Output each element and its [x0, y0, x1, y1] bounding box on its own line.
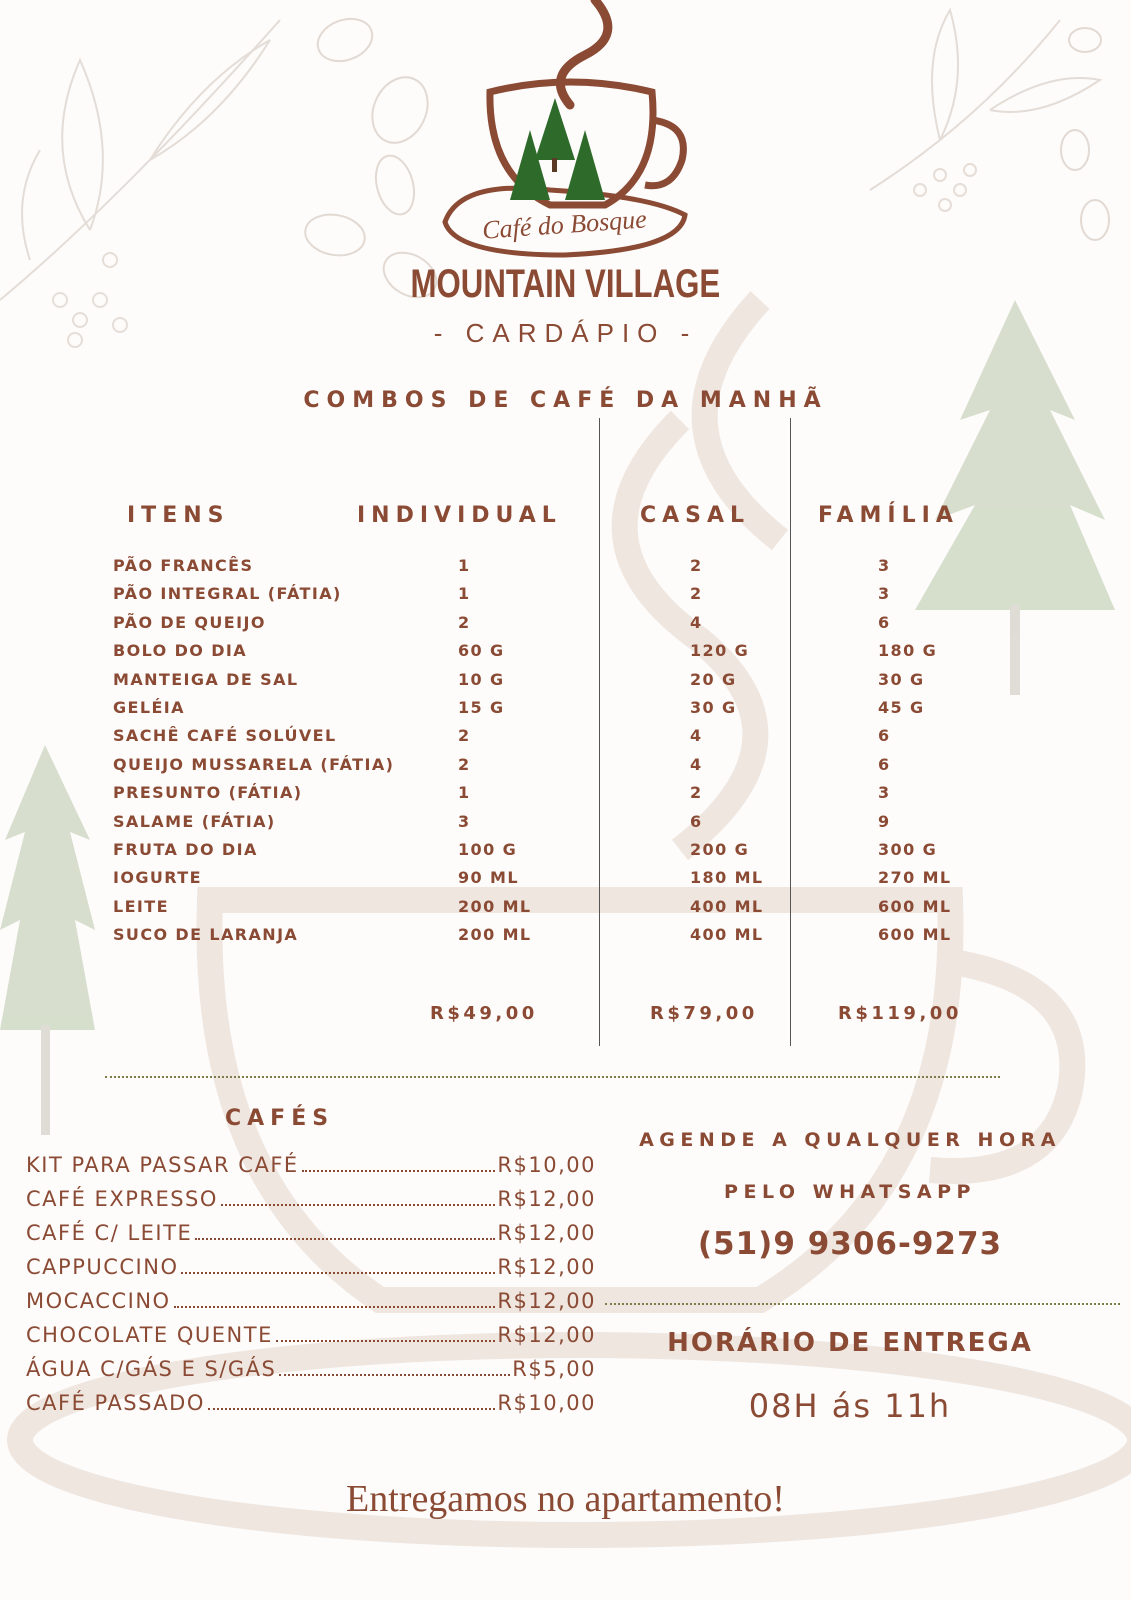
qty-individual: 1 — [458, 584, 471, 604]
header-items: ITENS — [127, 503, 230, 528]
qty-casal: 4 — [690, 754, 703, 774]
cafe-name: ÁGUA C/GÁS E S/GÁS — [26, 1357, 277, 1381]
qty-familia: 45 G — [878, 697, 925, 717]
qty-familia: 600 ML — [878, 925, 952, 945]
table-row — [0, 726, 1131, 754]
cafe-name: MOCACCINO — [26, 1289, 171, 1313]
table-row — [0, 868, 1131, 896]
list-item — [26, 1323, 596, 1357]
price-individual: R$49,00 — [430, 1003, 538, 1024]
delivery-title: HORÁRIO DE ENTREGA — [667, 1328, 1033, 1358]
qty-casal: 20 G — [690, 669, 737, 689]
qty-individual: 1 — [458, 783, 471, 803]
item-name: PRESUNTO (FÁTIA) — [113, 783, 303, 803]
list-item — [26, 1255, 596, 1289]
qty-familia: 3 — [878, 584, 891, 604]
steam-icon — [560, 0, 607, 105]
cafe-price: R$12,00 — [497, 1289, 596, 1313]
qty-familia: 6 — [878, 726, 891, 746]
table-row — [0, 840, 1131, 868]
qty-familia: 9 — [878, 811, 891, 831]
qty-individual: 10 G — [458, 669, 505, 689]
qty-familia: 180 G — [878, 641, 938, 661]
cafe-name: CHOCOLATE QUENTE — [26, 1323, 273, 1347]
qty-familia: 3 — [878, 783, 891, 803]
cafe-price: R$12,00 — [497, 1255, 596, 1279]
list-item — [26, 1187, 596, 1221]
qty-casal: 180 ML — [690, 868, 764, 888]
price-casal: R$79,00 — [650, 1003, 758, 1024]
header-familia: FAMÍLIA — [818, 503, 959, 528]
header-individual: INDIVIDUAL — [357, 503, 562, 528]
qty-familia: 6 — [878, 612, 891, 632]
qty-familia: 30 G — [878, 669, 925, 689]
table-row — [0, 641, 1131, 669]
qty-individual: 200 ML — [458, 896, 532, 916]
list-item — [26, 1289, 596, 1323]
item-name: MANTEIGA DE SAL — [113, 669, 299, 689]
item-name: GELÉIA — [113, 697, 185, 717]
pine-trees-logo-icon — [510, 98, 605, 200]
list-item — [26, 1221, 596, 1255]
cafe-price: R$12,00 — [497, 1221, 596, 1245]
cafe-price: R$5,00 — [512, 1357, 596, 1381]
qty-individual: 2 — [458, 726, 471, 746]
dotted-separator — [605, 1303, 1120, 1305]
item-name: LEITE — [113, 896, 169, 916]
cafes-title: CAFÉS — [225, 1106, 335, 1131]
item-name: PÃO FRANCÊS — [113, 556, 254, 575]
qty-individual: 60 G — [458, 641, 505, 661]
qty-casal: 120 G — [690, 641, 750, 661]
item-name: SALAME (FÁTIA) — [113, 811, 276, 831]
qty-individual: 3 — [458, 811, 471, 831]
qty-individual: 200 ML — [458, 925, 532, 945]
table-row — [0, 698, 1131, 726]
qty-casal: 400 ML — [690, 925, 764, 945]
dotted-separator — [105, 1076, 1000, 1078]
cafe-name: CAPPUCCINO — [26, 1255, 179, 1279]
qty-individual: 90 ML — [458, 868, 519, 888]
qty-casal: 2 — [690, 584, 703, 604]
brand-name: MOUNTAIN VILLAGE — [410, 262, 721, 306]
qty-individual: 100 G — [458, 839, 518, 859]
menu-subtitle: - CARDÁPIO - — [433, 318, 698, 348]
table-row — [0, 925, 1131, 953]
table-row — [0, 584, 1131, 612]
qty-familia: 600 ML — [878, 896, 952, 916]
item-name: IOGURTE — [113, 868, 202, 888]
list-item — [26, 1391, 596, 1425]
price-familia: R$119,00 — [838, 1003, 962, 1024]
item-name: FRUTA DO DIA — [113, 839, 258, 859]
qty-familia: 6 — [878, 754, 891, 774]
table-row — [0, 670, 1131, 698]
qty-individual: 2 — [458, 612, 471, 632]
qty-casal: 2 — [690, 783, 703, 803]
item-name: PÃO INTEGRAL (FÁTIA) — [113, 584, 342, 604]
footer-tagline: Entregamos no apartamento! — [346, 1478, 785, 1520]
header-casal: CASAL — [640, 503, 751, 528]
table-row — [0, 783, 1131, 811]
qty-casal: 6 — [690, 811, 703, 831]
cafe-name: CAFÉ C/ LEITE — [26, 1221, 193, 1245]
item-name: SACHÊ CAFÉ SOLÚVEL — [113, 726, 337, 746]
table-row — [0, 613, 1131, 641]
cafe-price: R$12,00 — [497, 1323, 596, 1347]
cafe-name: CAFÉ EXPRESSO — [26, 1187, 218, 1211]
list-item — [26, 1153, 596, 1187]
qty-familia: 270 ML — [878, 868, 952, 888]
item-name: PÃO DE QUEIJO — [113, 612, 266, 632]
qty-casal: 4 — [690, 612, 703, 632]
cafe-name: KIT PARA PASSAR CAFÉ — [26, 1153, 299, 1177]
schedule-line-2: PELO WHATSAPP — [724, 1181, 976, 1203]
item-name: BOLO DO DIA — [113, 641, 248, 661]
cafe-price: R$10,00 — [497, 1391, 596, 1415]
table-row — [0, 812, 1131, 840]
cafe-do-bosque-logo — [440, 0, 690, 262]
logo-text: Café do Bosque — [481, 204, 648, 245]
table-row — [0, 755, 1131, 783]
list-item — [26, 1357, 596, 1391]
qty-individual: 1 — [458, 556, 471, 575]
table-row — [0, 897, 1131, 925]
qty-casal: 2 — [690, 556, 703, 575]
qty-casal: 30 G — [690, 697, 737, 717]
item-name: QUEIJO MUSSARELA (FÁTIA) — [113, 754, 395, 774]
whatsapp-phone[interactable]: (51)9 9306-9273 — [697, 1226, 1003, 1262]
qty-casal: 200 G — [690, 839, 750, 859]
table-row — [0, 556, 1131, 584]
qty-casal: 400 ML — [690, 896, 764, 916]
schedule-line-1: AGENDE A QUALQUER HORA — [639, 1129, 1061, 1151]
cafe-price: R$12,00 — [497, 1187, 596, 1211]
combo-table — [0, 556, 1131, 953]
cafe-price: R$10,00 — [497, 1153, 596, 1177]
qty-individual: 15 G — [458, 697, 505, 717]
qty-familia: 3 — [878, 556, 891, 575]
qty-individual: 2 — [458, 754, 471, 774]
delivery-hours: 08H ás 11h — [748, 1387, 952, 1425]
cafes-list — [26, 1153, 596, 1425]
cafe-name: CAFÉ PASSADO — [26, 1391, 205, 1415]
item-name: SUCO DE LARANJA — [113, 925, 299, 945]
qty-casal: 4 — [690, 726, 703, 746]
qty-familia: 300 G — [878, 839, 938, 859]
section-title: COMBOS DE CAFÉ DA MANHÃ — [303, 388, 828, 413]
